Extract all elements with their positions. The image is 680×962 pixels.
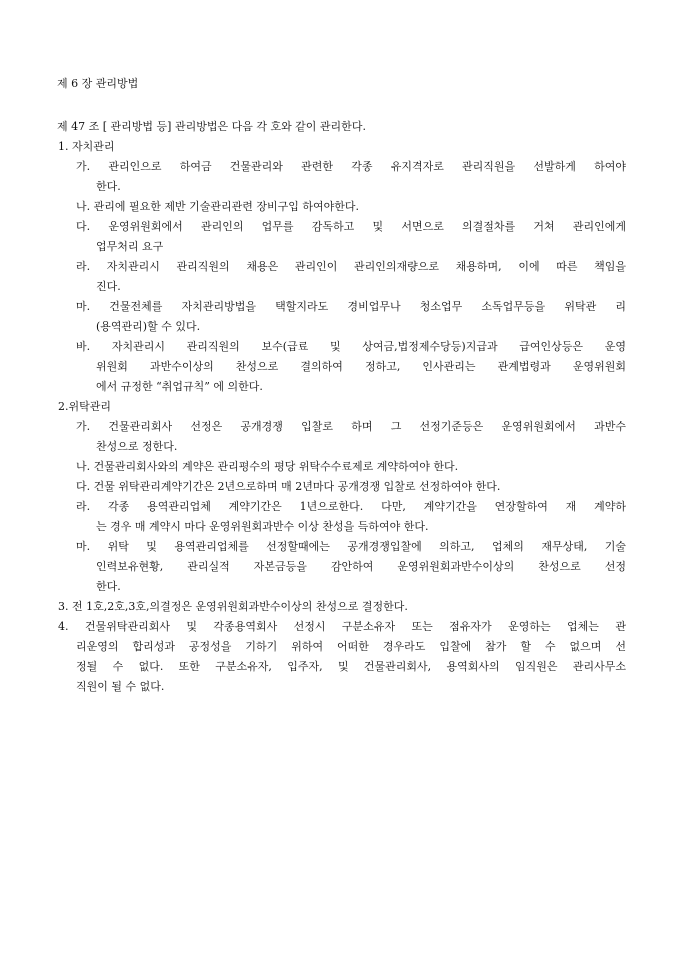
clause-line (76, 457, 626, 477)
item-4-line (58, 617, 626, 637)
clause-text: 운영위원회에서 관리인의 업무를 감독하고 및 서면으로 의결절차를 거쳐 관리인에게 (108, 220, 626, 233)
clause-line: 에서 규정한 “취업규칙” 에 의한다. (96, 380, 263, 393)
item-4-line: 정될 수 없다. 또한 구분소유자, 입주자, 및 건물관리회사, 용역회사의 임직원은 관리사무소 (76, 660, 626, 673)
clause-line: 업무처리 요구 (96, 240, 164, 253)
chapter-heading: 제 6 장 관리방법 (57, 77, 139, 90)
clause-line (76, 217, 626, 237)
clause-line: 는 경우 매 계약시 마다 운영위원회과반수 이상 찬성을 득하여야 한다. (96, 520, 429, 533)
item-text: 건물위탁관리회사 및 각종용역회사 선정시 구분소유자 또는 점유자가 운영하는 업체는 관 (84, 620, 626, 633)
clause-text: 건물전체를 자치관리방법을 택할지라도 경비업무나 청소업무 소독업무등을 위탁관 리 (109, 300, 626, 313)
clause-line: 진다. (96, 280, 121, 293)
item-3-line (58, 597, 626, 617)
clause-line: 위원회 과반수이상의 찬성으로 결의하여 정하고, 인사관리는 관계법령과 운영위원회 (96, 360, 626, 373)
clause-label: 나. (76, 200, 91, 213)
item-1-heading: 1. 자치관리 (58, 140, 115, 153)
clause-line (76, 197, 626, 217)
clause-label: 바. (76, 340, 91, 353)
clause-line: 찬성으로 정한다. (96, 440, 178, 453)
clause-line (76, 257, 626, 277)
item-label: 3. (58, 600, 69, 613)
article-heading: 제 47 조 [ 관리방법 등] 관리방법은 다음 각 호와 같이 관리한다. (57, 120, 366, 133)
clause-text: 위탁 및 용역관리업체를 선정할때에는 공개경쟁입찰에 의하고, 업체의 재무상태, 기술 (107, 540, 627, 553)
item-label: 4. (58, 620, 69, 633)
item-2-heading: 2.위탁관리 (58, 400, 111, 413)
clause-label: 다. (76, 480, 91, 493)
clause-line: 한다. (96, 580, 121, 593)
clause-line: 한다. (96, 180, 121, 193)
clause-text: 관리에 필요한 제반 기술관리관련 장비구입 하여야한다. (93, 200, 360, 213)
item-4-line: 직원이 될 수 없다. (76, 680, 165, 693)
clause-line (76, 537, 626, 557)
clause-line (76, 157, 626, 177)
clause-label: 다. (76, 220, 91, 233)
clause-line (76, 497, 626, 517)
clause-label: 라. (76, 260, 91, 273)
clause-text: 각종 용역관리업체 계약기간은 1년으로한다. 다만, 계약기간을 연장할하여 재 계약하 (107, 500, 627, 513)
clause-line (76, 477, 626, 497)
clause-line (76, 417, 626, 437)
clause-line (76, 297, 626, 317)
clause-text: 자치관리시 관리직원의 보수(급료 및 상여금,법정제수당등)지급과 급여인상등은 운영 (111, 340, 626, 353)
clause-text: 건물관리회사와의 계약은 관리평수의 평당 위탁수수료제로 계약하여야 한다. (93, 460, 459, 473)
clause-label: 마. (76, 540, 91, 553)
clause-text: 건물관리회사 선정은 공개경쟁 입찰로 하며 그 선정기준등은 운영위원회에서 과반수 (108, 420, 626, 433)
item-4-line: 리운영의 합리성과 공정성을 기하기 위하여 어떠한 경우라도 입찰에 참가 할 수 없으며 선 (76, 640, 626, 653)
clause-text: 건물 위탁관리계약기간은 2년으로하며 매 2년마다 공개경쟁 입찰로 선정하여야 한다. (93, 480, 501, 493)
clause-line: (용역관리)할 수 있다. (96, 320, 201, 333)
clause-label: 마. (76, 300, 91, 313)
clause-label: 가. (76, 160, 91, 173)
clause-line: 인력보유현황, 관리실적 자본금등을 감안하여 운영위원회과반수이상의 찬성으로 선정 (96, 560, 626, 573)
clause-label: 가. (76, 420, 91, 433)
clause-text: 관리인으로 하여금 건물관리와 관련한 각종 유지격자로 관리직원을 선발하게 하여야 (108, 160, 626, 173)
clause-text: 자치관리시 관리직원의 채용은 관리인이 관리인의재량으로 채용하며, 이에 따른 책임을 (106, 260, 626, 273)
clause-line (76, 337, 626, 357)
clause-label: 라. (76, 500, 91, 513)
clause-label: 나. (76, 460, 91, 473)
item-text: 전 1호,2호,3호,의결정은 운영위원회과반수이상의 찬성으로 결정한다. (72, 600, 408, 613)
